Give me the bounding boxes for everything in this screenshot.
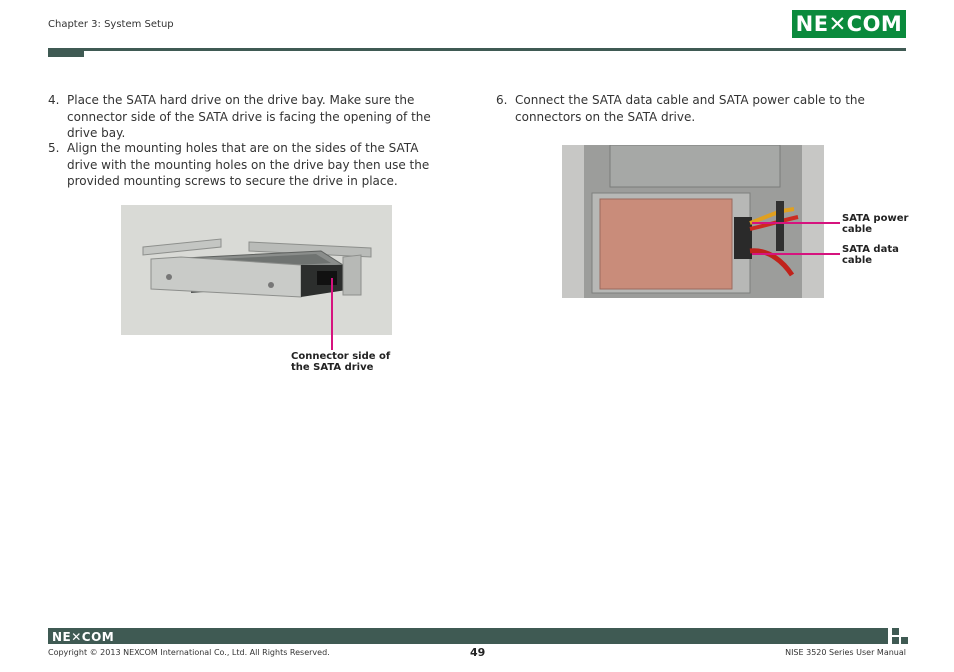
power-cable-callout-line — [752, 222, 840, 224]
footer-logo: NE✕COM — [52, 630, 115, 644]
drive-bay-illustration — [121, 205, 392, 335]
step-6 — [496, 92, 908, 125]
step-text: Align the mounting holes that are on the sides of the SATA drive with the mounting holes on the drive bay then use the provided mounting screws to secure the drive in place. — [67, 141, 430, 188]
page-number: 49 — [470, 646, 486, 659]
header-rule-block — [48, 48, 84, 57]
connector-callout-label: Connector side of the SATA drive — [291, 351, 391, 373]
footer-square-bottom-left — [892, 637, 899, 644]
step-number: 6. — [496, 93, 508, 107]
step-5 — [48, 140, 450, 190]
step-text: Place the SATA hard drive on the drive bay. Make sure the connector side of the SATA drive is facing the opening of the drive bay. — [67, 93, 431, 140]
copyright-text: Copyright © 2013 NEXCOM International Co., Ltd. All Rights Reserved. — [48, 648, 330, 657]
connector-callout-line — [331, 278, 333, 350]
footer-square-top — [892, 628, 899, 635]
data-cable-callout-label: SATA data cable — [842, 244, 899, 266]
step-text: Connect the SATA data cable and SATA power cable to the connectors on the SATA drive. — [515, 93, 865, 124]
nexcom-logo — [792, 10, 906, 38]
data-cable-callout-line — [752, 253, 840, 255]
power-cable-callout-label: SATA power cable — [842, 213, 909, 235]
header-rule — [48, 48, 906, 51]
step-number: 4. — [48, 93, 60, 107]
step-number: 5. — [48, 141, 60, 155]
footer-square-bottom-right — [901, 637, 908, 644]
manual-title: NISE 3520 Series User Manual — [785, 648, 906, 657]
footer-bar — [48, 628, 888, 644]
logo-text: NE✕COM — [795, 12, 903, 36]
step-4 — [48, 92, 450, 142]
drive-bay-photo — [121, 205, 392, 335]
chapter-title: Chapter 3: System Setup — [48, 19, 174, 30]
